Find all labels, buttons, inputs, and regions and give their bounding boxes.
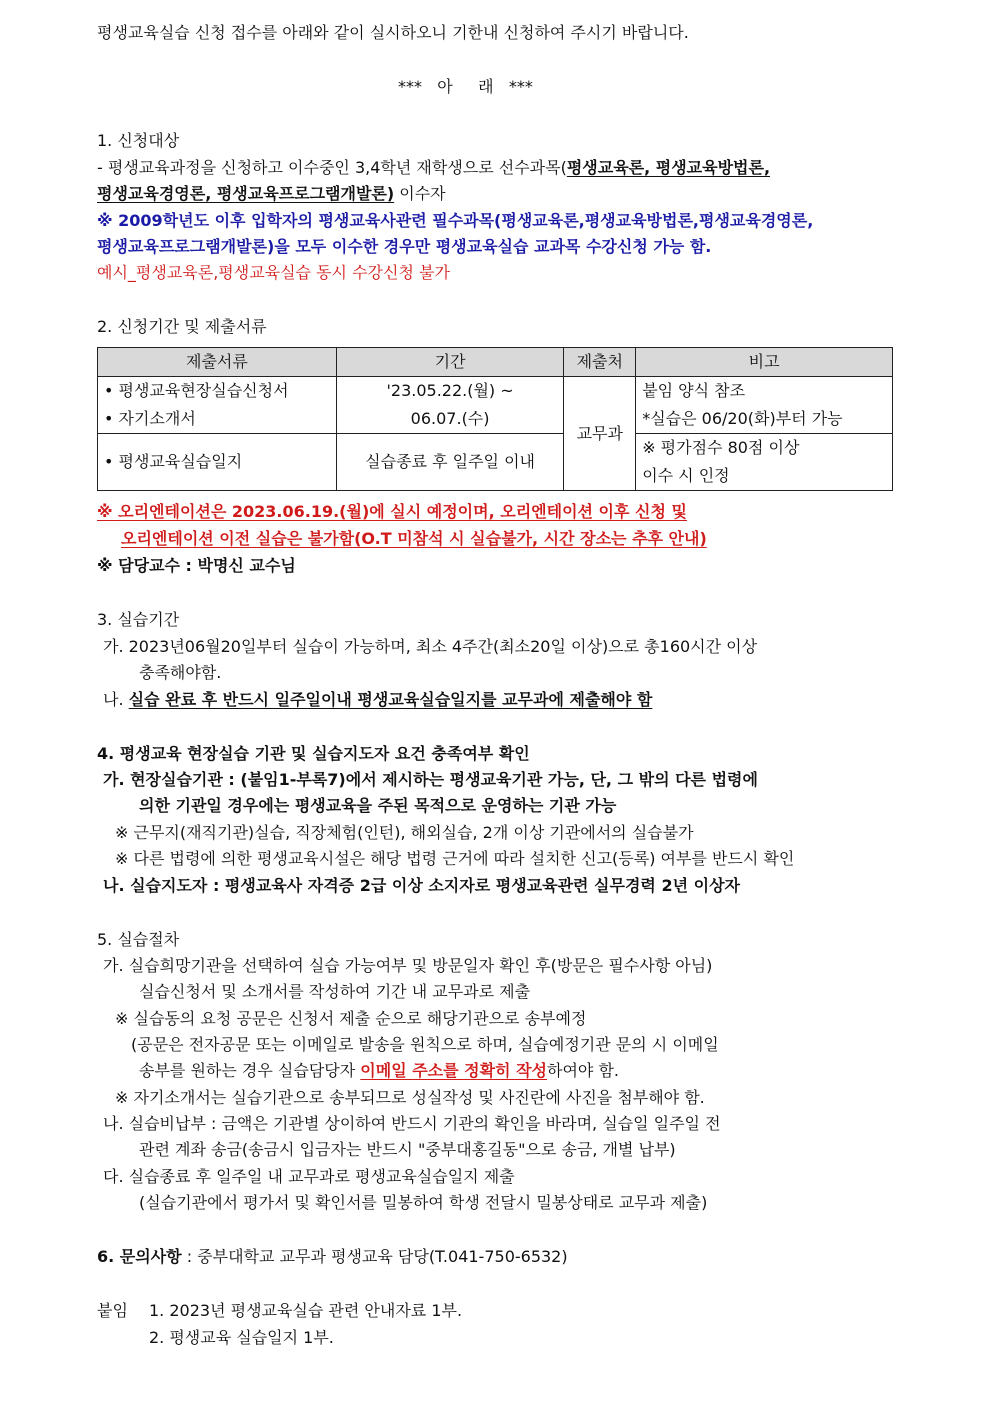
professor-note: ※ 담당교수 : 박명신 교수님 — [97, 556, 296, 575]
header-submit-to: 제출처 — [564, 348, 636, 377]
section5-ga-line1: 가. 실습희망기관을 선택하여 실습 가능여부 및 방문일자 확인 후(방문은 필수사항 아님) — [103, 956, 713, 975]
row1-period — [336, 377, 564, 434]
remark-form-reference: 붙임 양식 참조 — [642, 381, 746, 400]
row2-remarks — [636, 434, 893, 491]
doc-application-form: • 평생교육현장실습신청서 — [104, 381, 289, 400]
section5-note3-text: 송부를 원하는 경우 실습담당자 — [139, 1061, 361, 1080]
orientation-note-1: ※ 오리엔테이션은 2023.06.19.(월)에 실시 예정이며, 오리엔테이션 이후 신청 및 — [97, 502, 687, 521]
required-courses-note-1: ※ 2009학년도 이후 입학자의 평생교육사관련 필수과목(평생교육론,평생교육방법론,평생교육경영론, — [97, 211, 814, 230]
row1-remarks — [636, 377, 893, 434]
prerequisite-courses-2: 평생교육경영론, 평생교육프로그램개발론) — [97, 184, 395, 203]
row2-period: 실습종료 후 일주일 이내 — [336, 434, 564, 491]
section4-ga-line2: 의한 기관일 경우에는 평생교육을 주된 목적으로 운영하는 기관 가능 — [139, 796, 617, 815]
header-remarks: 비고 — [636, 348, 893, 377]
section4-ga-line1: 가. 현장실습기관 : (붙임1-부록7)에서 제시하는 평생교육기관 가능, 단, 그 밖의 다른 법령에 — [103, 770, 758, 789]
section6-title: 6. 문의사항 — [97, 1247, 182, 1266]
submit-department: 교무과 — [564, 377, 636, 491]
section4-na: 나. 실습지도자 : 평생교육사 자격증 2급 이상 소지자로 평생교육관련 실무경력 2년 이상자 — [103, 876, 740, 895]
section5-note2: (공문은 전자공문 또는 이메일로 발송을 원칙으로 하며, 실습예정기관 문의 시 이메일 — [131, 1035, 719, 1054]
table-header-row — [98, 348, 893, 377]
example-note: 예시_평생교육론,평생교육실습 동시 수강신청 불가 — [97, 263, 450, 282]
header-period: 기간 — [336, 348, 564, 377]
remark-completion: 이수 시 인정 — [642, 466, 730, 485]
section4-title: 4. 평생교육 현장실습 기관 및 실습지도자 요건 충족여부 확인 — [97, 744, 530, 763]
section5-na-line2: 관련 계좌 송금(송금시 입금자는 반드시 "중부대홍길동"으로 송금, 개별 납부) — [139, 1140, 676, 1159]
attachment-label: 붙임 — [97, 1301, 128, 1320]
section6-contact — [97, 1246, 568, 1268]
section5-note1: ※ 실습동의 요청 공문은 신청서 제출 순으로 해당기관으로 송부예정 — [115, 1009, 587, 1028]
required-courses-note-2: 평생교육프로그램개발론)을 모두 이수한 경우만 평생교육실습 교과목 수강신청 가능 함. — [97, 237, 712, 256]
section5-da-line2: (실습기관에서 평가서 및 확인서를 밀봉하여 학생 전달시 밀봉상태로 교무과 제출) — [139, 1193, 708, 1212]
table-row — [98, 434, 893, 491]
remark-score: ※ 평가점수 80점 이상 — [642, 438, 800, 457]
section1-line1-text: - 평생교육과정을 신청하고 이수중인 3,4학년 재학생으로 선수과목( — [97, 158, 567, 177]
section5-note4: ※ 자기소개서는 실습기관으로 송부되므로 성실작성 및 사진란에 사진을 첨부해야 함. — [115, 1088, 705, 1107]
heading: *** 아 래 *** — [398, 77, 533, 96]
period-end: 06.07.(수) — [410, 409, 490, 428]
section5-note3 — [139, 1060, 619, 1082]
section4-note2: ※ 다른 법령에 의한 평생교육시설은 해당 법령 근거에 따라 설치한 신고(등록) 여부를 반드시 확인 — [115, 849, 795, 868]
orientation-note-2: 오리엔테이션 이전 실습은 불가함(O.T 미참석 시 실습불가, 시간 장소는 추후 안내) — [121, 529, 707, 548]
section6-text: : 중부대학교 교무과 평생교육 담당(T.041-750-6532) — [181, 1247, 568, 1266]
section5-title: 5. 실습절차 — [97, 930, 180, 949]
header-documents: 제출서류 — [98, 348, 337, 377]
section1-title: 1. 신청대상 — [97, 131, 180, 150]
email-accuracy-note: 이메일 주소를 정확히 작성 — [360, 1061, 548, 1080]
section3-na-text: 실습 완료 후 반드시 일주일이내 평생교육실습일지를 교무과에 제출해야 함 — [128, 690, 653, 709]
section3-ga-line1: 가. 2023년06월20일부터 실습이 가능하며, 최소 4주간(최소20일 이상)으로 총160시간 이상 — [103, 637, 758, 656]
intro-text: 평생교육실습 신청 접수를 아래와 같이 실시하오니 기한내 신청하여 주시기 바랍니다. — [97, 23, 689, 42]
section5-da-line1: 다. 실습종료 후 일주일 내 교무과로 평생교육실습일지 제출 — [103, 1167, 515, 1186]
submission-table — [97, 347, 893, 491]
section1-line1 — [97, 157, 770, 179]
section3-na-label: 나. — [103, 690, 129, 709]
row2-documents: • 평생교육실습일지 — [98, 434, 337, 491]
section2-title: 2. 신청기간 및 제출서류 — [97, 317, 267, 336]
period-start: '23.05.22.(월) ~ — [386, 381, 514, 400]
section3-na — [103, 689, 652, 711]
section5-na-line1: 나. 실습비납부 : 금액은 기관별 상이하여 반드시 기관의 확인을 바라며, 실습일 일주일 전 — [103, 1114, 721, 1133]
section5-ga-line2: 실습신청서 및 소개서를 작성하여 기간 내 교무과로 제출 — [139, 982, 531, 1001]
attachment-item-2: 2. 평생교육 실습일지 1부. — [149, 1328, 334, 1347]
section3-title: 3. 실습기간 — [97, 610, 180, 629]
prerequisite-courses-1: 평생교육론, 평생교육방법론, — [566, 158, 771, 177]
section1-line2-text: 이수자 — [394, 184, 446, 203]
section3-ga-line2: 충족해야함. — [139, 663, 222, 682]
remark-practice-start: *실습은 06/20(화)부터 가능 — [642, 409, 843, 428]
section4-note1: ※ 근무지(재직기관)실습, 직장체험(인턴), 해외실습, 2개 이상 기관에서의 실습불가 — [115, 823, 694, 842]
attachment-item-1: 1. 2023년 평생교육실습 관련 안내자료 1부. — [149, 1301, 463, 1320]
section1-line2 — [97, 183, 446, 205]
section5-note3-end: 하여야 함. — [547, 1061, 620, 1080]
row1-documents — [98, 377, 337, 434]
doc-self-introduction: • 자기소개서 — [104, 409, 196, 428]
table-row — [98, 377, 893, 434]
